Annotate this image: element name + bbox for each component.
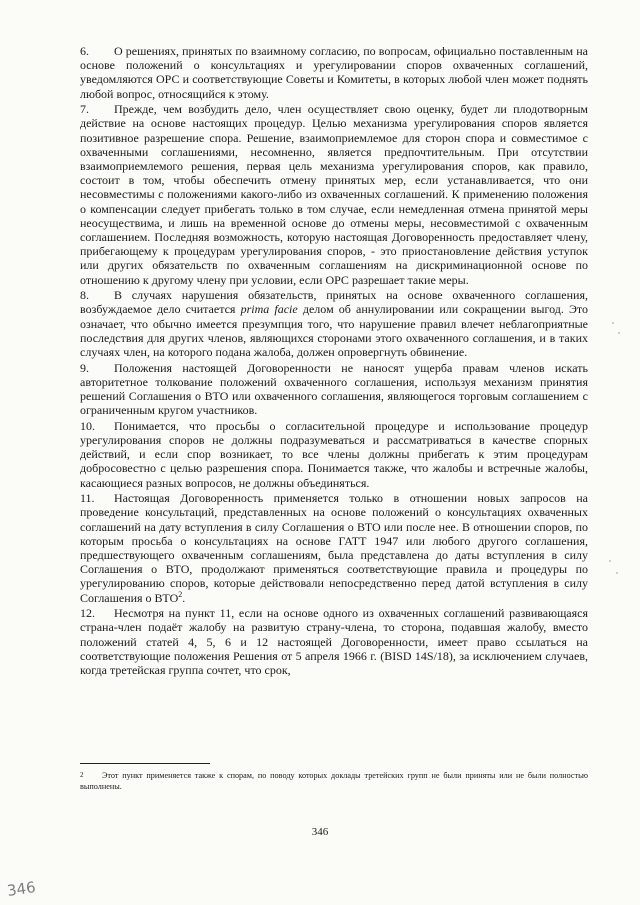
scan-speck xyxy=(609,560,611,562)
paragraph-6 xyxy=(80,44,588,101)
footnote-mark: 2 xyxy=(80,771,84,779)
paragraph-number: 7. xyxy=(80,102,89,117)
footnote xyxy=(80,770,588,792)
footnote-reference[interactable]: 2 xyxy=(178,589,183,599)
paragraph-text: Несмотря на пункт 11, если на основе одного из охваченных соглашений развивающаяся страна-член подаёт жалобу на развитую страну-члена, то сторона, подавшая жалобу, вместо положений статей 4, 5, 6 и 12 настоящей Договоренности, имеет право ссылаться на соответствующие положения Решения от 5 апреля 1966 г. (BISD 14S/18), за исключением случаев, когда третейская группа сочтет, что срок, xyxy=(80,606,588,678)
scan-speck xyxy=(616,572,618,574)
paragraph-12 xyxy=(80,606,588,677)
paragraph-number: 12. xyxy=(80,606,95,621)
paragraph-text: Понимается, что просьбы о согласительной процедуре и использование процедур урегулирования споров не должны подразумеваться и рассматриваться в качестве спорных действий, и если спор возникает, то все члены должны прибегать к этим процедурам добросовестно с целью разрешения спора. Понимается также, что жалобы и встречные жалобы, касающиеся разных вопросов, не должны объединяться. xyxy=(80,418,588,490)
paragraph-number: 6. xyxy=(80,44,89,58)
paragraph-text: Прежде, чем возбудить дело, член осуществляет свою оценку, будет ли плодотворным действие на основе настоящих процедур. Целью механизма урегулирования споров является позитивное разрешение спора. Решение, взаимоприемлемое для сторон спора и совместимое с охваченными соглашениями, несомненно, является предпочтительным. При отсутствии взаимоприемлемого решения, первая цель механизма урегулирования споров, как правило, состоит в том, чтобы обеспечить отмену принятых мер, если устанавливается, что они несовместимы с положениями какого-либо из охваченных соглашений. К применению положения о компенсации следует прибегать только в том случае, если немедленная отмена принятой меры неосуществима, и лишь на временной основе до отмены меры, несовместимой с охваченным соглашением. Последняя возможность, которую настоящая Договоренность предоставляет члену, прибегающему к процедурам урегулирования споров, - это приостановление действия уступок или других обязательств по охваченным соглашениям на дискриминационной основе по отношению к другому члену при условии, если ОРС разрешает такие меры. xyxy=(80,102,588,287)
page-number: 346 xyxy=(311,826,329,838)
paragraph-number: 10. xyxy=(80,418,95,433)
paragraph-text: Настоящая Договоренность применяется только в отношении новых запросов на проведение консультаций, представленных на основе положений о консультациях охваченных соглашений на дату вступления в силу Соглашения о ВТО или после нее. В отношении споров, по которым просьба о консультациях на основе ГАТТ 1947 или любого другого соглашения, предшествующего охваченным соглашениям, была представлена до даты вступления в силу Соглашения о ВТО, продолжают применяться соответствующие правила и процедуры по урегулированию споров, которые действовали непосредственно перед датой вступления в силу Соглашения о ВТО xyxy=(80,491,588,605)
paragraph-9 xyxy=(80,361,588,418)
paragraph-8 xyxy=(80,288,588,359)
paragraph-number: 9. xyxy=(80,360,89,375)
scan-speck xyxy=(618,332,620,334)
paragraph-10 xyxy=(80,419,588,490)
paragraph-text: В случаях нарушения обязательств, принятых на основе охваченного соглашения, возбуждаемое дело считается xyxy=(80,288,588,317)
paragraph-number: 8. xyxy=(80,288,89,303)
document-body xyxy=(80,44,588,679)
footnote-divider xyxy=(80,763,210,764)
paragraph-text: Положения настоящей Договоренности не наносят ущерба правам членов искать авторитетное толкование положений охваченного соглашения, используя механизм принятия решений Соглашения о ВТО или охваченного соглашения, являющегося торговым соглашением с ограниченным кругом участников. xyxy=(80,360,588,418)
scan-speck xyxy=(612,322,614,324)
paragraph-7 xyxy=(80,102,588,287)
paragraph-text-end: . xyxy=(182,590,186,605)
paragraph-text: делом об аннулировании или сокращении выгод. Это означает, что обычно имеется презумпция того, что нарушение правил влечет неблагоприятные последствия для других членов, являющихся сторонами этого охваченного соглашения, и в таких случаях член, на которого подана жалоба, должен опровергнуть обвинение. xyxy=(80,302,589,360)
latin-term: prima facie xyxy=(240,302,298,317)
handwritten-page-note: 346 xyxy=(5,878,37,900)
paragraph-number: 11. xyxy=(80,491,95,506)
paragraph-text: О решениях, принятых по взаимному согласию, по вопросам, официально поставленным на основе положений о консультациях и урегулировании споров охваченных соглашений, уведомляются ОРС и соответствующие Советы и Комитеты, в которых любой член может поднять любой вопрос, относящийся к этому. xyxy=(80,44,588,101)
paragraph-11 xyxy=(80,491,588,605)
footnote-text: Этот пункт применяется также к спорам, по поводу которых доклады третейских групп не были приняты или не были полностью выполнены. xyxy=(80,771,588,791)
